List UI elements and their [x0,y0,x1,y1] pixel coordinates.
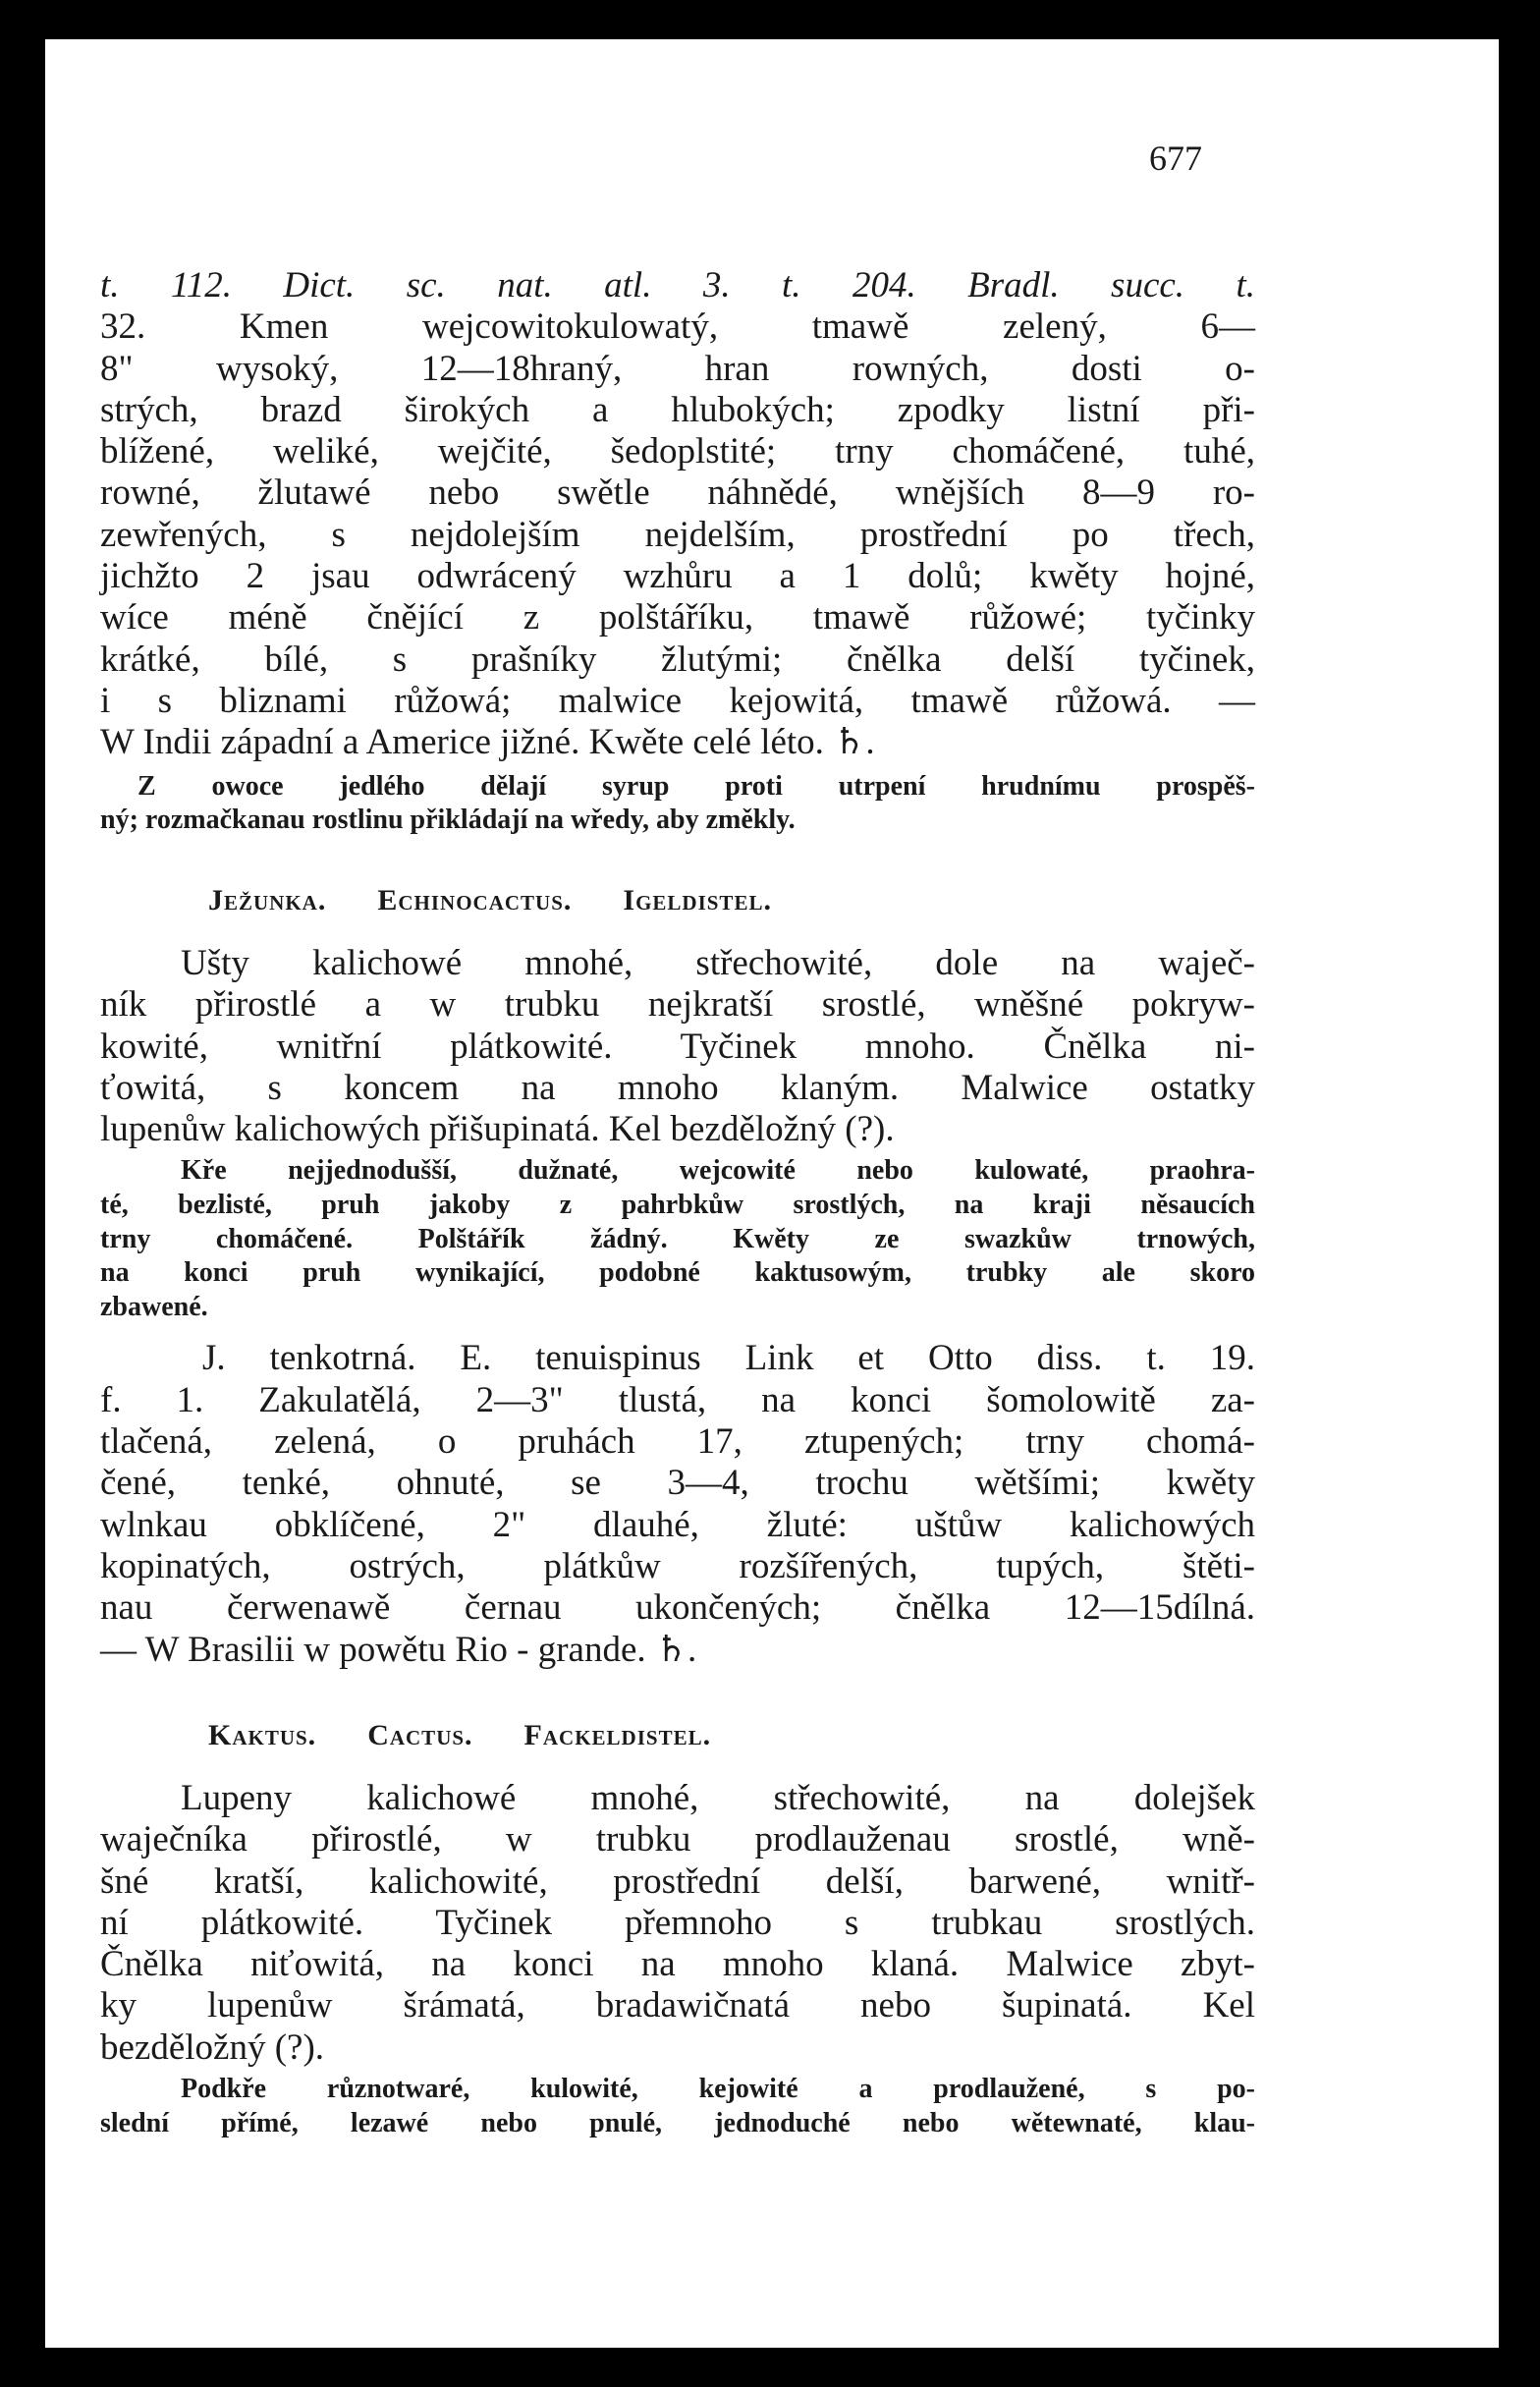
genus-czech-name: Ježunka. [208,884,327,916]
text-line: waječníka přirostlé, w trubku prodlauženau srostlé, wně- [100,1819,1255,1860]
genus-heading-cactus [100,1719,1363,1752]
species-description [100,1338,1255,1670]
text-line: Ušty kalichowé mnohé, střechowité, dole na waječ- [181,943,1255,983]
page-number: 677 [1149,139,1202,178]
genus-paragraph [100,943,1255,1150]
genus-paragraph [100,1778,1255,2069]
note-line: na konci pruh wynikající, podobné kaktusowým, trubky ale skoro [100,1257,1255,1289]
text-line: ťowitá, s koncem na mnoho klaným. Malwice ostatky [100,1067,1255,1108]
previous-species-note [100,770,1255,838]
text-line: Čnělka niťowitá, na konci na mnoho klaná. Malwice zbyt- [100,1944,1255,1985]
text-line: 32. Kmen wejcowitokulowatý, tmawě zelený, 6— [100,306,1255,348]
note-line: trny chomáčené. Polštářík žádný. Kwěty ze swazkůw trnowých, [100,1223,1255,1254]
genus-latin-name: Echinocactus. [377,884,573,916]
genus-description-cactus [100,1778,1255,2140]
text-line: kopinatých, ostrých, plátkůw rozšířených, tupých, štěti- [100,1545,1255,1586]
text-line: ní plátkowité. Tyčinek přemnoho s trubkau srostlých. [100,1902,1255,1943]
text-line: t. 112. Dict. sc. nat. atl. 3. t. 204. Bradl. succ. t. [100,265,1255,305]
genus-german-name: Fackeldistel. [523,1719,712,1751]
genus-note [100,1154,1255,1324]
text-line: strých, brazd širokých a hlubokých; zpodky listní při- [100,389,1255,430]
genus-heading-echinocactus [100,884,1363,917]
text-line: bezděložný (?). [100,2026,325,2068]
genus-czech-name: Kaktus. [208,1719,317,1751]
note-line: ný; rozmačkanau rostlinu přikládají na wředy, aby změkly. [100,805,796,836]
genus-note [100,2073,1255,2140]
text-line: f. 1. Zakulatělá, 2—3" tlustá, na konci šomolowitě za- [100,1379,1255,1420]
note-line: Z owoce jedlého dělají syrup proti utrpení hrudnímu prospěš- [138,770,1255,802]
text-line: krátké, bílé, s prašníky žlutými; čnělka delší tyčinek, [100,638,1255,680]
previous-species-description [100,265,1255,838]
book-page [45,39,1499,2348]
text-line: — W Brasilii w powětu Rio - grande. ♄. [100,1629,697,1670]
text-line: lupenůw kalichowých přišupinatá. Kel bezděložný (?). [100,1109,895,1150]
text-line: ník přirostlé a w trubku nejkratší srostlé, wněšné pokryw- [100,984,1255,1026]
note-line: slední přímé, lezawé nebo pnulé, jednoduché nebo wětewnaté, klau- [100,2107,1255,2138]
text-line: wíce méně čnějící z polštáříku, tmawě růžowé; tyčinky [100,597,1255,638]
note-line: Podkře různotwaré, kulowité, kejowité a prodlaužené, s po- [181,2074,1255,2105]
text-line: wlnkau obklíčené, 2" dlauhé, žluté: uštůw kalichowých [100,1504,1255,1545]
text-line: Lupeny kalichowé mnohé, střechowité, na dolejšek [181,1778,1255,1818]
text-line: tlačená, zelená, o pruhách 17, ztupených; trny chomá- [100,1421,1255,1463]
genus-german-name: Igeldistel. [623,884,772,916]
text-line: i s bliznami růžowá; malwice kejowitá, tmawě růžowá. — [100,680,1255,721]
text-line: kowité, wnitřní plátkowité. Tyčinek mnoho. Čnělka ni- [100,1026,1255,1067]
text-line: nau čerwenawě černau ukončených; čnělka 12—15dílná. [100,1587,1255,1629]
text-line: W Indii západní a Americe jižné. Kwěte celé léto. ♄. [100,722,875,763]
previous-species-paragraph [100,265,1255,764]
species-name-line: J. tenkotrná. E. tenuispinus Link et Otto diss. t. 19. [202,1338,1255,1379]
text-line: rowné, žlutawé nebo swětle náhnědé, wnějších 8—9 ro- [100,472,1255,514]
note-line: Kře nejjednodušší, dužnaté, wejcowité nebo kulowaté, praohra- [181,1155,1255,1187]
text-line: zewřených, s nejdolejším nejdelším, prostřední po třech, [100,514,1255,555]
text-line: jichžto 2 jsau odwrácený wzhůru a 1 dolů; kwěty hojné, [100,556,1255,597]
text-line: 8" wysoký, 12—18hraný, hran rowných, dosti o- [100,348,1255,389]
text-line: blížené, weliké, wejčité, šedoplstité; trny chomáčené, tuhé, [100,431,1255,472]
text-line: šné kratší, kalichowité, prostřední delší, barwené, wnitř- [100,1860,1255,1902]
text-line: čené, tenké, ohnuté, se 3—4, trochu wětšími; kwěty [100,1463,1255,1504]
genus-description-echinocactus [100,943,1255,1671]
text-line: ky lupenůw šrámatá, bradawičnatá nebo šupinatá. Kel [100,1985,1255,2026]
note-line: zbawené. [100,1291,208,1322]
genus-latin-name: Cactus. [367,1719,473,1751]
note-line: té, bezlisté, pruh jakoby z pahrbkůw srostlých, na kraji něsaucích [100,1190,1255,1221]
